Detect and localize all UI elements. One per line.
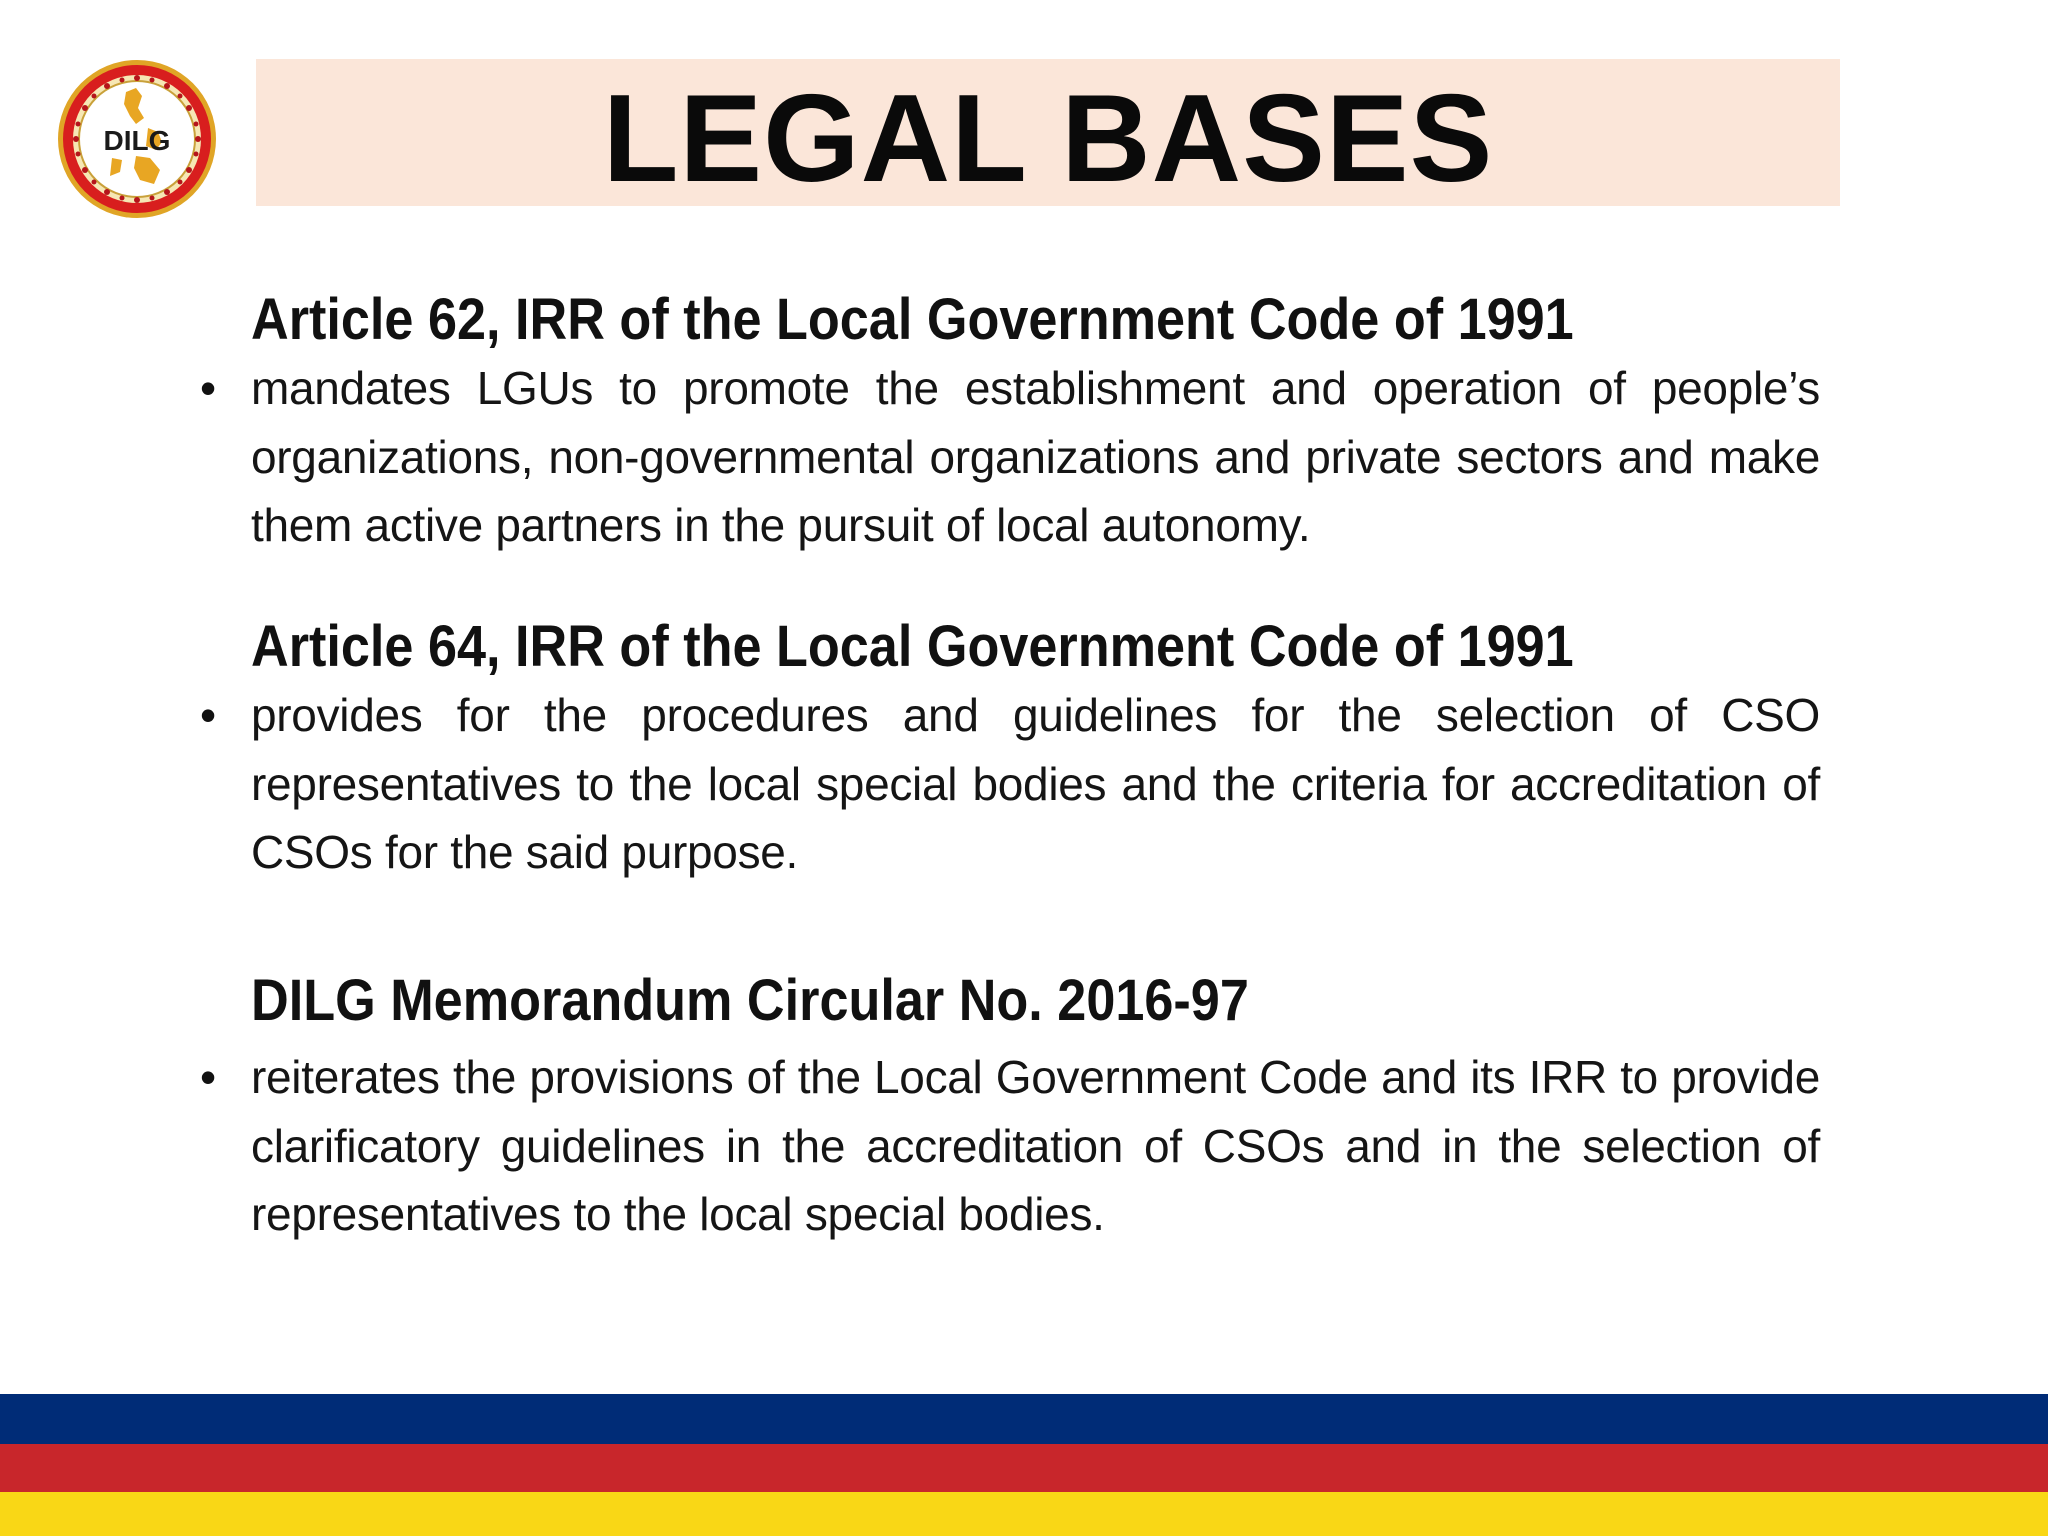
- stripe-blue: [0, 1394, 2048, 1444]
- section-heading: Article 62, IRR of the Local Government Code of 1991: [251, 287, 1574, 352]
- bullet-dot-icon: •: [200, 689, 217, 741]
- bullet-item: [196, 681, 1820, 887]
- dilg-seal-icon: [56, 58, 218, 220]
- bullet-dot-icon: •: [200, 362, 217, 414]
- section-heading: Article 64, IRR of the Local Government Code of 1991: [251, 614, 1574, 679]
- stripe-yellow: [0, 1492, 2048, 1536]
- bullet-text: reiterates the provisions of the Local Government Code and its IRR to provide clarificatory guidelines in the accreditation of CSOs and in the selection of representatives to the local special bodies.: [251, 1051, 1820, 1240]
- dilg-logo: [56, 58, 218, 220]
- bullet-text: provides for the procedures and guidelines for the selection of CSO representatives to the local special bodies and the criteria for accreditation of CSOs for the said purpose.: [251, 689, 1820, 878]
- title-band: [256, 59, 1840, 206]
- section-heading: DILG Memorandum Circular No. 2016-97: [251, 968, 1249, 1033]
- legal-basis-section-2: [196, 613, 1820, 887]
- bullet-item: [196, 1043, 1820, 1249]
- bullet-dot-icon: •: [200, 1051, 217, 1103]
- svg-text:DILG: DILG: [103, 125, 171, 156]
- stripe-red: [0, 1444, 2048, 1492]
- page-title: LEGAL BASES: [602, 69, 1494, 208]
- bullet-text: mandates LGUs to promote the establishment and operation of people’s organizations, non-governmental organizations and private sectors and make them active partners in the pursuit of local autonomy.: [251, 362, 1820, 551]
- bullet-item: [196, 354, 1820, 560]
- legal-basis-section-3: [196, 967, 1820, 1249]
- legal-basis-section-1: [196, 286, 1820, 560]
